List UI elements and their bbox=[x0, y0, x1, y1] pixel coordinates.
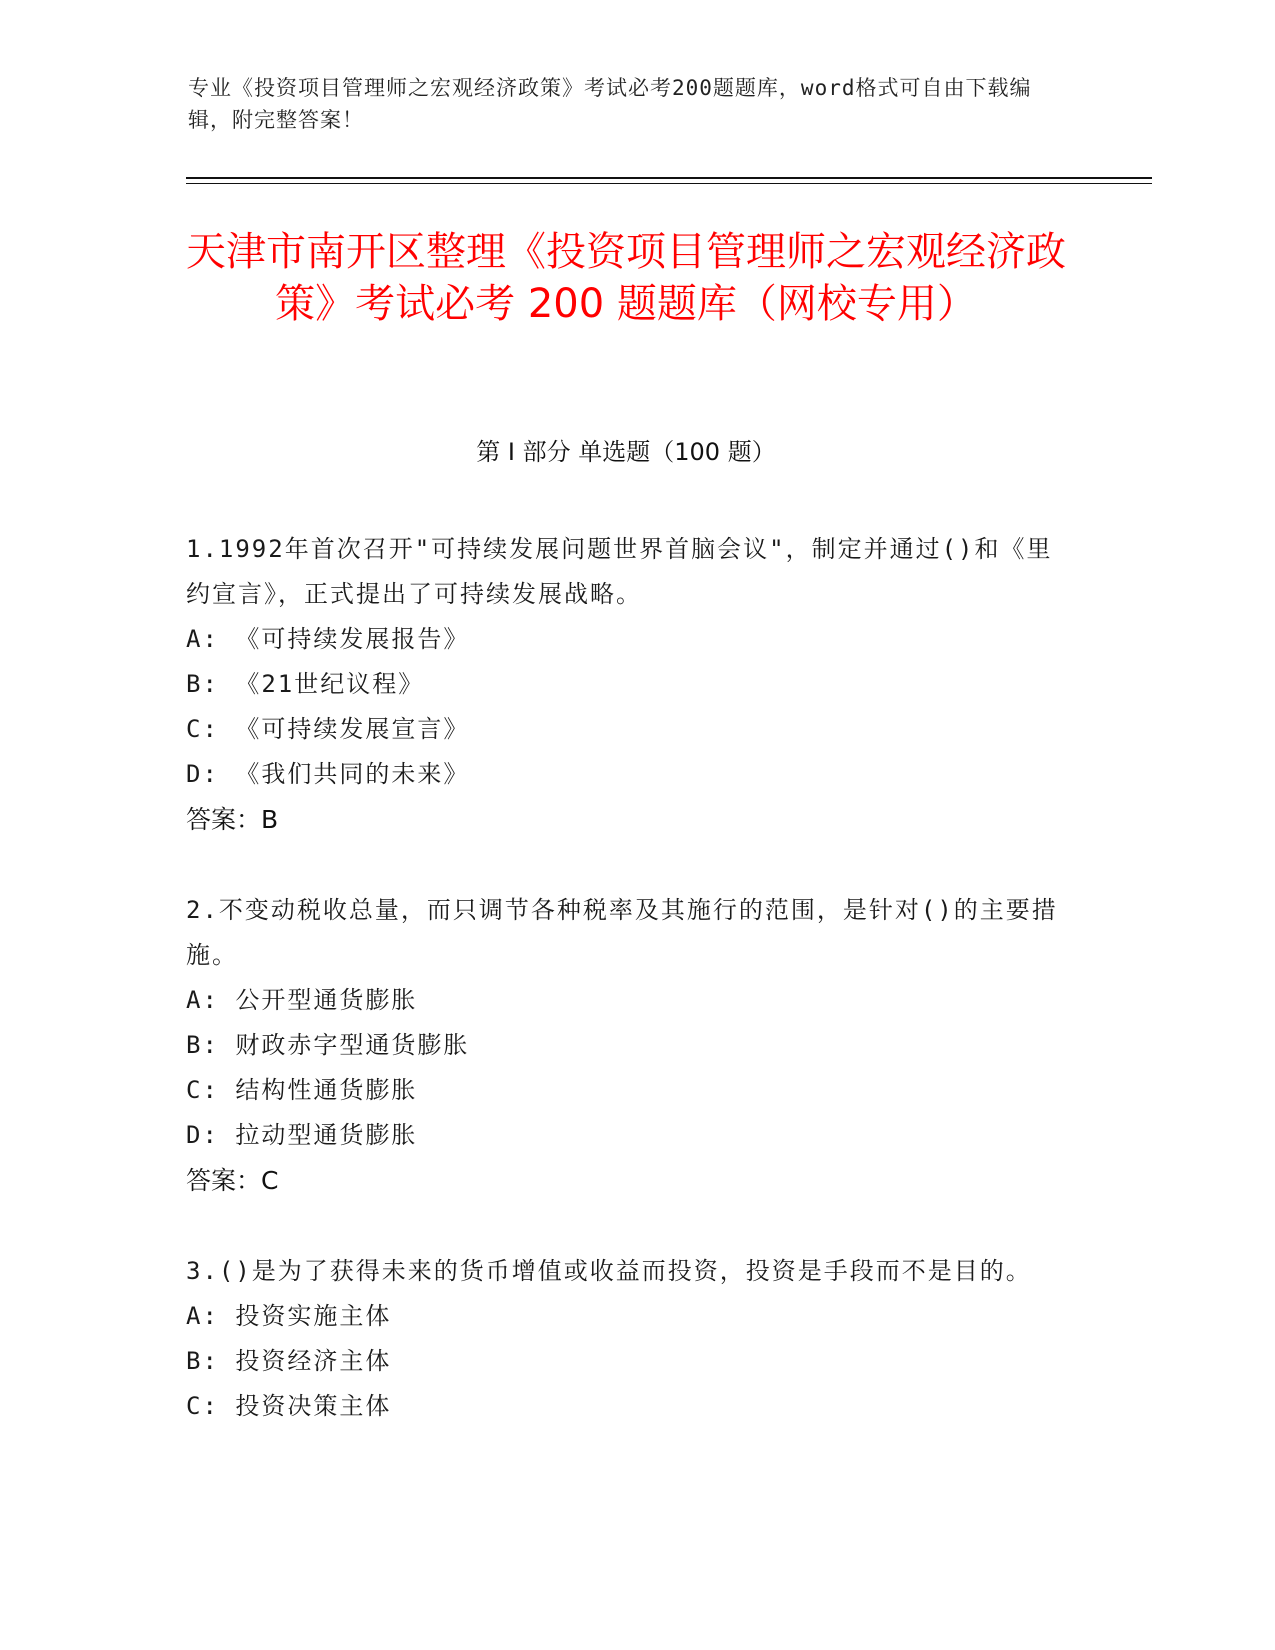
option-c: C: 结构性通货膨胀 bbox=[186, 1076, 418, 1104]
option-d: D: 拉动型通货膨胀 bbox=[186, 1121, 418, 1149]
section-title: 第 I 部分 单选题（100 题） bbox=[476, 438, 776, 466]
option-a: A: 投资实施主体 bbox=[186, 1302, 392, 1330]
option-b: B: 财政赤字型通货膨胀 bbox=[186, 1031, 470, 1059]
option-c: C: 《可持续发展宣言》 bbox=[186, 715, 470, 743]
question-stem: 2.不变动税收总量，而只调节各种税率及其施行的范围，是针对()的主要措施。 bbox=[186, 896, 1058, 969]
question-stem: 1.1992年首次召开"可持续发展问题世界首脑会议"，制定并通过()和《里约宣言》，正式提出了可持续发展战略。 bbox=[186, 535, 1053, 608]
question-list bbox=[186, 527, 1066, 1475]
question-stem: 3.()是为了获得未来的货币增值或收益而投资，投资是手段而不是目的。 bbox=[186, 1257, 1032, 1285]
question-1 bbox=[186, 527, 1066, 842]
answer-label: 答案：C bbox=[186, 1166, 279, 1195]
option-c: C: 投资决策主体 bbox=[186, 1392, 392, 1420]
option-b: B: 投资经济主体 bbox=[186, 1347, 392, 1375]
answer-label: 答案：B bbox=[186, 805, 279, 834]
question-3 bbox=[186, 1249, 1066, 1429]
option-d: D: 《我们共同的未来》 bbox=[186, 760, 470, 788]
option-a: A: 公开型通货膨胀 bbox=[186, 986, 418, 1014]
question-2 bbox=[186, 888, 1066, 1203]
header-note: 专业《投资项目管理师之宏观经济政策》考试必考200题题库，word格式可自由下载编辑，附完整答案！ bbox=[188, 76, 1032, 132]
header-divider-thin bbox=[186, 183, 1152, 184]
option-a: A: 《可持续发展报告》 bbox=[186, 625, 470, 653]
option-b: B: 《21世纪议程》 bbox=[186, 670, 425, 698]
document-title: 天津市南开区整理《投资项目管理师之宏观经济政策》考试必考 200 题题库（网校专用） bbox=[186, 229, 1066, 327]
header-divider-thick bbox=[186, 177, 1152, 179]
